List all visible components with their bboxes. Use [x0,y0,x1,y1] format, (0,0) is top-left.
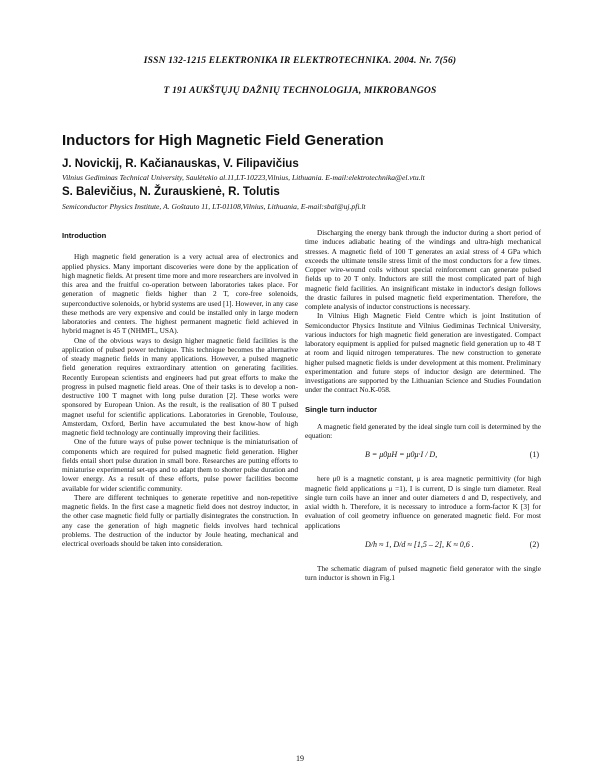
equation-2-expression: D/h ≈ 1, D/d ≈ [1,5 – 2], K ≈ 0,6 . [365,539,474,549]
introduction-heading: Introduction [62,231,107,240]
right-paragraph-2: In Vilnius High Magnetic Field Centre which is joint Institution of Semiconductor Physics Institute and Vilnius Gediminas Technical University, various inductors for high magnetic field generation are investigated. Compact laboratory equipment is applied for pulsed magnetic field generation up to 48 T at room and liquid nitrogen temperatures. The new construction to generate higher pulsed magnetic fields is under development at this moment. Preliminary experimentation and future steps of inductor design are determined. The investigations are supported by the Lithuanian Science and Studies Foundation under the contract No.K-058. [305,311,541,395]
authors-group-2: S. Balevičius, N. Žurauskienė, R. Tolutis [62,186,280,198]
affiliation-2: Semiconductor Physics Institute, A. Goštauto 11, LT-01108,Vilnius, Lithuania, E-mail:sbal@uj.pfi.lt [62,202,366,211]
equation-2 [305,536,541,558]
left-column [62,231,298,548]
equation-1-expression: B = μ0μH = μ0μ·I / D, [365,450,438,460]
intro-paragraph-1: High magnetic field generation is a very actual area of electronics and applied physics. Many important discoveries were done by the application of high magnetic fields. At present time more and more researchers are involved in this area and the fruitful co-operation between laboratories takes place. For generation of magnetic fields higher than 2 T, core-free solenoids, superconductive solenoids, or hybrid systems are used [1]. However, in any case these methods are very expensive and could be installed only in large modern laboratories and centers. The highest permanent magnetic field achieved in hybrid magnet is 45 T (NHMFL, USA). [62,252,298,336]
section-header: T 191 AUKŠTŲJŲ DAŽNIŲ TECHNOLOGIJA, MIKROBANGOS [163,86,437,96]
affiliation-1: Vilnius Gediminas Technical University, Saulėtekio al.11,LT-10223,Vilnius, Lithuania. E-mail:elektrotechnika@el.vtu.lt [62,173,425,182]
single-turn-heading: Single turn inductor [305,404,378,414]
intro-paragraph-2: One of the obvious ways to design higher magnetic field facilities is the application of pulsed power technique. This technique becomes the alternative of steady magnetic fields in many applications. However, a pulsed magnetic field generation requires extraordinary attention on generating facilities. Recently European scientists and engineers had put great efforts to make the progress in pulsed magnetic field areas. One of their tasks is to develop a non-destructive 100 T magnet with long pulse duration [2]. These works were sponsored by European Union. As the result, is the realisation of 80 T pulsed magnet useful for scientific applications. Laboratories in Grenoble, Toulouse, Amsterdam, Oxford, Berlin have accumulated the best know-how of high magnetic field technology are continually improving their facilities. [62,335,298,437]
right-paragraph-5: The schematic diagram of pulsed magnetic field generator with the single turn inductor is shown in Fig.1 [305,563,541,582]
equation-1 [305,446,541,468]
right-paragraph-1: Discharging the energy bank through the inductor during a short period of time induces adiabatic heating of the windings and ultra-high mechanical stresses. A magnetic field of 100 T generates an axial stress of 4 GPa which exceeds the ultimate tensile stress limit of the most conductors for a few times. Copper wire-wound coils without special reinforcement can generate pulsed fields up to 20 T only. Inductors are still the most complicated part of high magnetic field facilities. An insignificant mistake in inductor's design follows the drastic failures in pulsed magnetic field experimentation. Therefore, the complete analysis of inductor constructions is necessary. [305,228,541,311]
journal-header: ISSN 132-1215 ELEKTRONIKA IR ELEKTROTECHNIKA. 2004. Nr. 7(56) [143,56,457,66]
equation-1-number: (1) [529,450,539,460]
equation-2-number: (2) [529,539,539,549]
right-column [305,228,541,582]
paper-title: Inductors for High Magnetic Field Generation [62,132,384,149]
authors-group-1: J. Novickij, R. Kačianauskas, V. Filipavičius [62,158,299,170]
intro-paragraph-3: One of the future ways of pulse power technique is the miniaturisation of components which are required for pulsed magnetic field generation. Higher fields entail short pulse duration in small bore. Researches are putting efforts to miniaturise experimental set-ups and to adapt them to shorter pulse duration and lower energy. As a result of these efforts, pulse power facilities become available for wider scientific community. [62,437,298,493]
right-paragraph-4: here μ0 is a magnetic constant, μ is area magnetic permittivity (for high magnetic field applications μ =1), I is current, D is single turn diameter. Real single turn coils have an inner and outer diameters d and D, respectively, and axial width h. Therefore, it is necessary to introduce a form-factor K [3] for evaluation of coil geometry influence on generated magnetic field. For most applications [305,474,541,530]
page-number: 19 [296,754,304,763]
right-paragraph-3: A magnetic field generated by the ideal single turn coil is determined by the equation: [305,421,541,440]
intro-paragraph-4: There are different techniques to generate repetitive and non-repetitive magnetic fields. In the first case a magnetic field does not destroy inductor, in the other case magnetic field fully or partially disintegrates the construction. In any case the generation of high magnetic fields involves hard technical problems. The destruction of the inductor by Joule heating, mechanical and electrical overloads should be taken into consideration. [62,492,298,548]
